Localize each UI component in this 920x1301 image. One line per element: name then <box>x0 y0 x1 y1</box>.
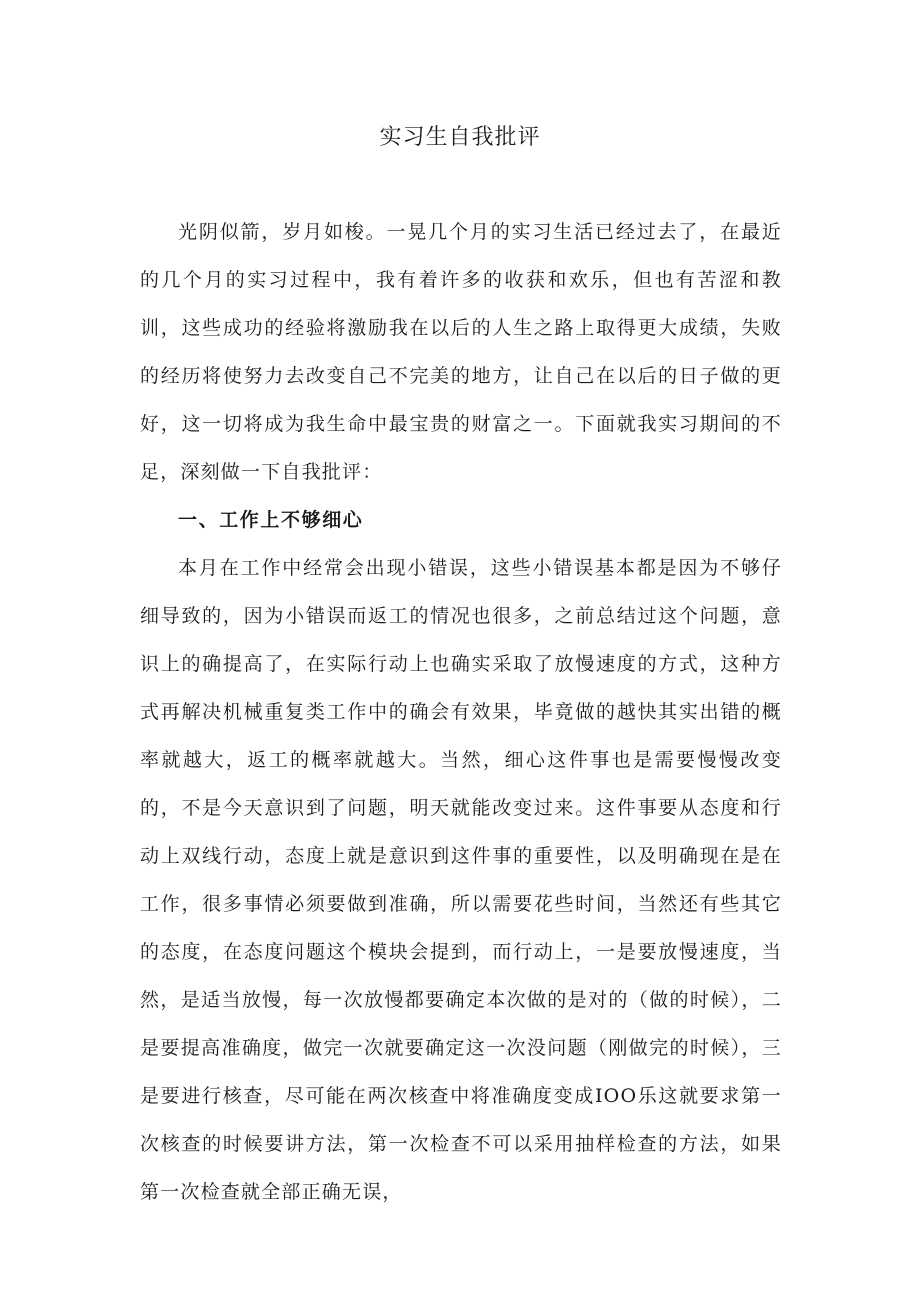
intro-paragraph-block <box>140 208 782 496</box>
section-heading: 一、工作上不够细心 <box>178 509 364 531</box>
section-heading-block <box>140 496 782 544</box>
intro-paragraph: 光阴似箭，岁月如梭。一晃几个月的实习生活已经过去了，在最近的几个月的实习过程中，我有着许多的收获和欢乐，但也有苦涩和教训，这些成功的经验将激励我在以后的人生之路上取得更大成绩，失败的经历将使努力去改变自己不完美的地方，让自己在以后的日子做的更好，这一切将成为我生命中最宝贵的财富之一。下面就我实习期间的不足，深刻做一下自我批评： <box>140 221 782 483</box>
section-paragraph: 本月在工作中经常会出现小错误，这些小错误基本都是因为不够仔细导致的，因为小错误而返工的情况也很多，之前总结过这个问题，意识上的确提高了，在实际行动上也确实采取了放慢速度的方式，这种方式再解决机械重复类工作中的确会有效果，毕竟做的越快其实出错的概率就越大，返工的概率就越大。当然，细心这件事也是需要慢慢改变的，不是今天意识到了问题，明天就能改变过来。这件事要从态度和行动上双线行动，态度上就是意识到这件事的重要性，以及明确现在是在工作，很多事情必须要做到准确，所以需要花些时间，当然还有些其它的态度，在态度问题这个模块会提到，而行动上，一是要放慢速度，当然，是适当放慢，每一次放慢都要确定本次做的是对的（做的时候），二是要提高准确度，做完一次就要确定这一次没问题（刚做完的时候），三是要进行核查，尽可能在两次核查中将准确度变成IOO乐这就要求第一次核查的时候要讲方法，第一次检查不可以采用抽样检查的方法，如果第一次检查就全部正确无误， <box>140 557 782 1203</box>
section-paragraph-block <box>140 544 782 1216</box>
document-title: 实习生自我批评 <box>379 125 541 150</box>
